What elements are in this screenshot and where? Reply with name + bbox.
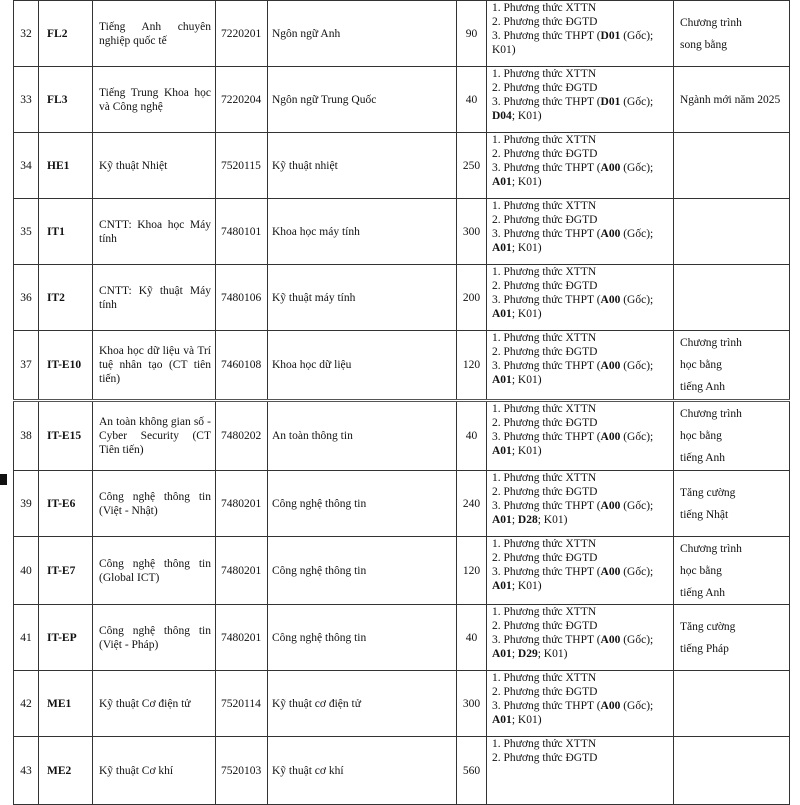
- quota: 40: [457, 605, 487, 671]
- program-note: [674, 133, 790, 199]
- admission-methods: [487, 265, 674, 331]
- program-note: [674, 671, 790, 737]
- method-dgtd: 2. Phương thức ĐGTD: [492, 686, 598, 698]
- major-code: 7220204: [216, 67, 268, 133]
- method-dgtd: 2. Phương thức ĐGTD: [492, 82, 598, 94]
- combination-extra: A01: [492, 242, 512, 254]
- major-name: Khoa học máy tính: [268, 199, 457, 265]
- method-xttn: 1. Phương thức XTTN: [492, 403, 597, 415]
- quota: 300: [457, 671, 487, 737]
- admission-methods: [487, 1, 674, 67]
- program-name: Tiếng Trung Khoa học và Công nghệ: [93, 67, 216, 133]
- program-name: Công nghệ thông tin (Việt - Pháp): [93, 605, 216, 671]
- major-code: 7520115: [216, 133, 268, 199]
- method-thpt: 3. Phương thức THPT (A00 (Gốc);: [492, 360, 654, 372]
- combination-language: D29: [517, 648, 538, 660]
- note-line-1: Chương trình: [680, 337, 742, 349]
- combination-main: A00: [600, 634, 621, 646]
- program-code: HE1: [39, 133, 93, 199]
- method-xttn: 1. Phương thức XTTN: [492, 332, 597, 344]
- quota: 120: [457, 537, 487, 605]
- note-line-3: tiếng Anh: [680, 452, 726, 464]
- note-line-1: Chương trình: [680, 16, 742, 29]
- program-code: FL2: [39, 1, 93, 67]
- program-name: CNTT: Khoa học Máy tính: [93, 199, 216, 265]
- major-code: 7480201: [216, 471, 268, 537]
- admission-methods: [487, 605, 674, 671]
- method-xttn: 1. Phương thức XTTN: [492, 472, 597, 484]
- combination-extra: A01: [492, 714, 512, 726]
- table-row: [14, 265, 790, 331]
- admission-methods: [487, 671, 674, 737]
- major-code: 7520114: [216, 671, 268, 737]
- program-code: IT-E6: [39, 471, 93, 537]
- quota: 120: [457, 331, 487, 401]
- note-line-2: tiếng Nhật: [680, 508, 729, 521]
- note-line-1: Ngành mới năm 2025: [680, 93, 781, 106]
- admission-methods: [487, 331, 674, 401]
- method-thpt-combinations: A01; K01): [492, 308, 542, 320]
- program-note: [674, 737, 790, 805]
- program-note: [674, 605, 790, 671]
- program-code: IT-EP: [39, 605, 93, 671]
- note-line-3: tiếng Anh: [680, 586, 726, 599]
- program-note: [674, 199, 790, 265]
- combination-extra: A01: [492, 308, 512, 320]
- program-code: FL3: [39, 67, 93, 133]
- combination-main: A00: [600, 294, 621, 306]
- method-thpt: 3. Phương thức THPT (A00 (Gốc);: [492, 566, 654, 578]
- combination-main: D01: [600, 30, 621, 42]
- program-note: [674, 537, 790, 605]
- method-thpt: 3. Phương thức THPT (A00 (Gốc);: [492, 294, 654, 306]
- combination-extra: A01: [492, 648, 512, 660]
- note-line-1: Tăng cường: [680, 486, 736, 499]
- method-dgtd: 2. Phương thức ĐGTD: [492, 552, 598, 564]
- major-name: Công nghệ thông tin: [268, 605, 457, 671]
- major-name: Khoa học dữ liệu: [268, 331, 457, 401]
- method-thpt-combinations: A01; K01): [492, 242, 542, 254]
- method-xttn: 1. Phương thức XTTN: [492, 606, 597, 618]
- admission-methods: [487, 737, 674, 805]
- major-code: 7460108: [216, 331, 268, 401]
- program-code: IT2: [39, 265, 93, 331]
- admission-methods: [487, 67, 674, 133]
- quota: 240: [457, 471, 487, 537]
- row-number: 36: [14, 265, 39, 331]
- program-name: Công nghệ thông tin (Global ICT): [93, 537, 216, 605]
- method-dgtd: 2. Phương thức ĐGTD: [492, 346, 598, 358]
- method-thpt-combinations: A01; D28; K01): [492, 514, 568, 526]
- major-code: 7480201: [216, 537, 268, 605]
- table-row: [14, 331, 790, 401]
- row-number: 37: [14, 331, 39, 401]
- table-row: [14, 471, 790, 537]
- method-thpt-combinations: A01; K01): [492, 445, 542, 457]
- program-note: [674, 471, 790, 537]
- major-code: 7480101: [216, 199, 268, 265]
- admission-table: [13, 0, 790, 805]
- quota: 90: [457, 1, 487, 67]
- method-xttn: 1. Phương thức XTTN: [492, 672, 597, 684]
- method-thpt: 3. Phương thức THPT (A00 (Gốc);: [492, 162, 654, 174]
- note-line-1: Chương trình: [680, 542, 742, 555]
- admission-methods: [487, 471, 674, 537]
- quota: 200: [457, 265, 487, 331]
- note-line-3: tiếng Anh: [680, 381, 726, 393]
- major-name: Kỹ thuật nhiệt: [268, 133, 457, 199]
- table-row: [14, 537, 790, 605]
- major-name: Ngôn ngữ Anh: [268, 1, 457, 67]
- program-note: [674, 265, 790, 331]
- method-xttn: 1. Phương thức XTTN: [492, 266, 597, 278]
- row-number: 32: [14, 1, 39, 67]
- method-thpt: 3. Phương thức THPT (A00 (Gốc);: [492, 228, 654, 240]
- combination-main: A00: [600, 500, 621, 512]
- note-line-2: tiếng Pháp: [680, 642, 729, 655]
- table-row: [14, 133, 790, 199]
- major-name: Kỹ thuật cơ điện tử: [268, 671, 457, 737]
- combination-extra: A01: [492, 374, 512, 386]
- method-thpt-combinations: D04; K01): [492, 110, 542, 122]
- method-dgtd: 2. Phương thức ĐGTD: [492, 214, 598, 226]
- row-number: 41: [14, 605, 39, 671]
- method-thpt: 3. Phương thức THPT (A00 (Gốc);: [492, 431, 654, 443]
- combination-extra: A01: [492, 445, 512, 457]
- major-code: 7480202: [216, 401, 268, 471]
- program-name: Kỹ thuật Nhiệt: [93, 133, 216, 199]
- program-code: ME2: [39, 737, 93, 805]
- program-code: IT-E7: [39, 537, 93, 605]
- row-number: 42: [14, 671, 39, 737]
- note-line-1: Tăng cường: [680, 620, 736, 633]
- major-code: 7480106: [216, 265, 268, 331]
- combination-extra: D04: [492, 110, 512, 122]
- method-dgtd: 2. Phương thức ĐGTD: [492, 417, 598, 429]
- method-dgtd: 2. Phương thức ĐGTD: [492, 148, 598, 160]
- table-row: [14, 401, 790, 471]
- table-body: [14, 1, 790, 805]
- note-line-2: học bằng: [680, 359, 722, 371]
- program-name: Kỹ thuật Cơ khí: [93, 737, 216, 805]
- method-xttn: 1. Phương thức XTTN: [492, 538, 597, 550]
- table-row: [14, 67, 790, 133]
- program-code: IT-E10: [39, 331, 93, 401]
- major-code: 7520103: [216, 737, 268, 805]
- program-name: Kỹ thuật Cơ điện tử: [93, 671, 216, 737]
- combination-main: D01: [600, 96, 621, 108]
- note-line-2: học bằng: [680, 430, 722, 442]
- program-name: CNTT: Kỹ thuật Máy tính: [93, 265, 216, 331]
- method-xttn: 1. Phương thức XTTN: [492, 738, 597, 750]
- method-dgtd: 2. Phương thức ĐGTD: [492, 752, 598, 764]
- admission-methods: [487, 401, 674, 471]
- method-dgtd: 2. Phương thức ĐGTD: [492, 16, 598, 28]
- combination-main: A00: [600, 431, 621, 443]
- method-xttn: 1. Phương thức XTTN: [492, 2, 597, 14]
- combination-main: A00: [600, 228, 621, 240]
- method-thpt: 3. Phương thức THPT (D01 (Gốc);: [492, 96, 654, 108]
- row-number: 33: [14, 67, 39, 133]
- admission-methods: [487, 133, 674, 199]
- method-thpt-combinations: A01; K01): [492, 374, 542, 386]
- combination-extra: A01: [492, 514, 512, 526]
- page-edge-marker: [0, 474, 7, 485]
- quota: 40: [457, 401, 487, 471]
- major-name: Ngôn ngữ Trung Quốc: [268, 67, 457, 133]
- program-note: [674, 67, 790, 133]
- row-number: 35: [14, 199, 39, 265]
- major-name: An toàn thông tin: [268, 401, 457, 471]
- quota: 300: [457, 199, 487, 265]
- program-note: [674, 1, 790, 67]
- major-name: Kỹ thuật cơ khí: [268, 737, 457, 805]
- quota: 560: [457, 737, 487, 805]
- quota: 250: [457, 133, 487, 199]
- combination-main: A00: [600, 566, 621, 578]
- program-code: ME1: [39, 671, 93, 737]
- table-row: [14, 605, 790, 671]
- program-code: IT1: [39, 199, 93, 265]
- row-number: 43: [14, 737, 39, 805]
- combination-main: A00: [600, 360, 621, 372]
- method-xttn: 1. Phương thức XTTN: [492, 68, 597, 80]
- quota: 40: [457, 67, 487, 133]
- program-name: Khoa học dữ liệu và Trí tuệ nhân tạo (CT tiên tiến): [93, 331, 216, 401]
- note-line-1: Chương trình: [680, 408, 742, 420]
- method-thpt: 3. Phương thức THPT (A00 (Gốc);: [492, 634, 654, 646]
- major-code: 7220201: [216, 1, 268, 67]
- major-name: Công nghệ thông tin: [268, 471, 457, 537]
- method-thpt: 3. Phương thức THPT (A00 (Gốc);: [492, 700, 654, 712]
- method-thpt: 3. Phương thức THPT (A00 (Gốc);: [492, 500, 654, 512]
- row-number: 40: [14, 537, 39, 605]
- method-xttn: 1. Phương thức XTTN: [492, 200, 597, 212]
- method-thpt-combinations: A01; D29; K01): [492, 648, 568, 660]
- method-dgtd: 2. Phương thức ĐGTD: [492, 620, 598, 632]
- method-thpt-combinations: A01; K01): [492, 580, 542, 592]
- combination-main: A00: [600, 700, 621, 712]
- method-xttn: 1. Phương thức XTTN: [492, 134, 597, 146]
- table-row: [14, 199, 790, 265]
- combination-extra: A01: [492, 580, 512, 592]
- table-row: [14, 1, 790, 67]
- note-line-2: học bằng: [680, 564, 722, 577]
- major-code: 7480201: [216, 605, 268, 671]
- method-thpt-combinations: K01): [492, 44, 516, 56]
- method-dgtd: 2. Phương thức ĐGTD: [492, 280, 598, 292]
- program-name: Tiếng Anh chuyên nghiệp quốc tế: [93, 1, 216, 67]
- admission-methods: [487, 199, 674, 265]
- method-thpt-combinations: A01; K01): [492, 714, 542, 726]
- program-note: [674, 331, 790, 401]
- combination-main: A00: [600, 162, 621, 174]
- method-dgtd: 2. Phương thức ĐGTD: [492, 486, 598, 498]
- combination-extra: A01: [492, 176, 512, 188]
- major-name: Kỹ thuật máy tính: [268, 265, 457, 331]
- note-line-2: song bằng: [680, 38, 727, 51]
- table-row: [14, 737, 790, 805]
- admission-methods: [487, 537, 674, 605]
- program-code: IT-E15: [39, 401, 93, 471]
- method-thpt: 3. Phương thức THPT (D01 (Gốc);: [492, 30, 654, 42]
- row-number: 39: [14, 471, 39, 537]
- row-number: 38: [14, 401, 39, 471]
- program-note: [674, 401, 790, 471]
- table-row: [14, 671, 790, 737]
- combination-language: D28: [517, 514, 538, 526]
- program-name: Công nghệ thông tin (Việt - Nhật): [93, 471, 216, 537]
- program-name: An toàn không gian số - Cyber Security (CT Tiên tiến): [93, 401, 216, 471]
- row-number: 34: [14, 133, 39, 199]
- major-name: Công nghệ thông tin: [268, 537, 457, 605]
- method-thpt-combinations: A01; K01): [492, 176, 542, 188]
